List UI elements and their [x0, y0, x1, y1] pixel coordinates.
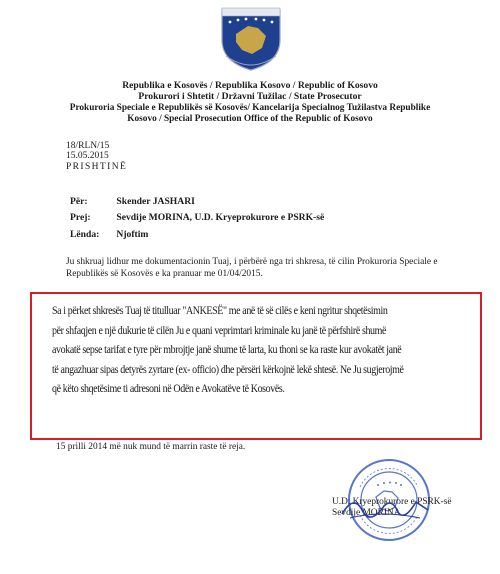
trailing-text: 15 prilli 2014 më nuk mund të marrin raste të reja.: [56, 442, 246, 452]
recipient-value: Skender JASHARI: [116, 196, 195, 207]
reference-number: 18/RLN/15: [66, 141, 110, 151]
letterhead-line-3: Prokuroria Speciale e Republikës së Kosovës/ Kancelarija Specialnog Tužilastva Republike: [69, 103, 431, 113]
document-date: 15.05.2015: [66, 151, 109, 161]
body-line-5: që këto shqetësime ti adresoni në Odën e Avokatëve të Kosovës.: [52, 382, 285, 395]
body-line-2: për shfaqjen e një dukurie të cilën Ju e quani veprimtari kriminale ku janë të përfshirë shumë: [52, 323, 387, 337]
sender-value: Sevdije MORINA, U.D. Kryeprokurore e PSRK-së: [116, 212, 325, 223]
subject-label: Lënda:: [70, 229, 100, 240]
body-line-3: avokatë sepse tarifat e tyre për mbrojtje janë shume të larta, ku thoni se ka raste kur avokatët janë: [52, 343, 402, 356]
sender-label: Prej:: [70, 212, 91, 223]
highlighted-paragraph: [52, 301, 470, 399]
handwritten-signature-icon: [332, 488, 442, 528]
signature-title: U.D. Kryeprokurore e PSRK-së: [332, 497, 452, 507]
recipient-label: Për:: [70, 196, 88, 207]
sender-row: [70, 212, 324, 223]
subject-value: Njoftim: [116, 229, 149, 240]
letterhead-line-1: Republika e Kosovës / Republika Kosovo / Republic of Kosovo: [122, 80, 378, 91]
subject-row: [70, 229, 148, 240]
intro-line-1: Ju shkruaj lidhur me dokumentacionin Tuaj, i përbërë nga tri shkresa, të cilin Prokuroria Speciale e: [66, 257, 438, 267]
intro-line-2: Republikës së Kosovës e ka pranuar me 01/04/2015.: [66, 269, 263, 279]
intro-paragraph: [66, 256, 438, 280]
document-place: PRISHTINË: [66, 162, 128, 172]
letterhead-line-2: Prokurori i Shtetit / Državni Tužilac / State Prosecutor: [138, 91, 362, 102]
kosovo-emblem-icon: [218, 2, 284, 72]
letterhead-line-4: Kosovo / Special Prosecution Office of the Republic of Kosovo: [127, 114, 373, 124]
body-line-4: të angazhuar sipas detyrës zyrtare (ex- officio) dhe përsëri kërkojnë lekë shtesë. Ne Ju sugjerojmë: [52, 362, 404, 376]
signature-name: Sevdije MORINA: [332, 508, 401, 518]
body-line-1: Sa i përket shkresës Tuaj të titulluar "ANKESË" me anë të së cilës e keni ngritur shqetësimin: [52, 304, 388, 317]
recipient-row: [70, 196, 195, 207]
